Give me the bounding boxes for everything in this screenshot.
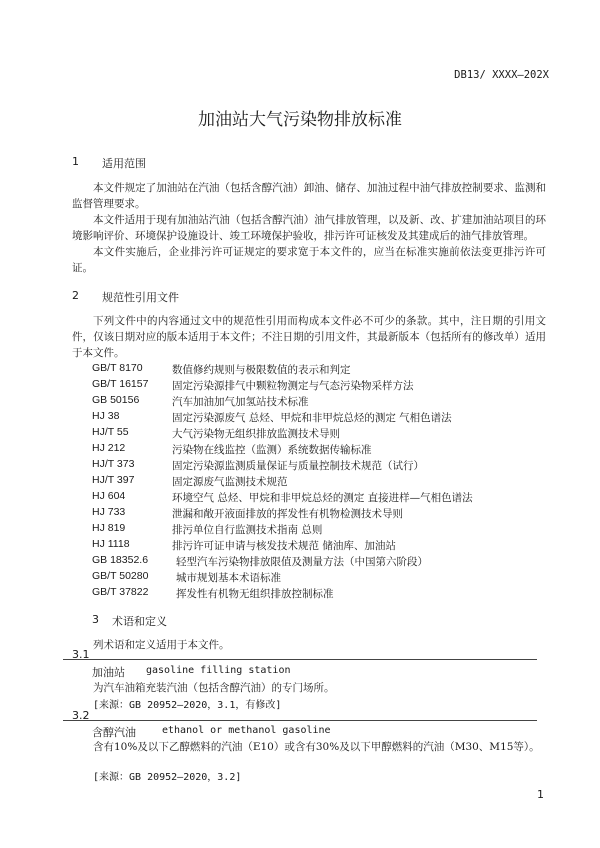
term-definition: 含有10%及以下乙醇燃料的汽油（E10）或含有30%及以下甲醇燃料的汽油（M30、M15等）。 [93, 741, 540, 753]
reference-title: 固定污染源监测质量保证与质量控制技术规范（试行） [172, 460, 424, 472]
page-number: 1 [537, 788, 544, 801]
reference-code: HJ 604 [92, 490, 126, 502]
section-1-paragraph-2: 本文件适用于现有加油站汽油（包括含醇汽油）油气排放管理，以及新、改、扩建加油站项目的环境影响评价、环境保护设施设计、竣工环境保护验收，排污许可证核发及其建成后的油气排放管理。 [72, 214, 546, 242]
reference-title: 大气污染物无组织排放监测技术导则 [172, 428, 340, 440]
term-english-name: ethanol or methanol gasoline [162, 725, 331, 736]
reference-title: 汽车加油加气加氢站技术标准 [172, 396, 309, 408]
reference-code: HJ 212 [92, 442, 126, 454]
reference-title: 污染物在线监控（监测）系统数据传输标准 [172, 444, 372, 456]
reference-code: HJ 733 [92, 506, 126, 518]
section-2-number: 2 [72, 289, 79, 302]
section-3-title: 术语和定义 [112, 615, 167, 628]
term-english-name: gasoline filling station [146, 665, 291, 676]
section-3-number: 3 [92, 613, 99, 626]
reference-title: 固定污染源废气 总烃、甲烷和非甲烷总烃的测定 气相色谱法 [172, 412, 452, 424]
section-1-paragraph-1: 本文件规定了加油站在汽油（包括含醇汽油）卸油、储存、加油过程中油气排放控制要求、监测和监督管理要求。 [72, 182, 546, 210]
reference-title: 排污许可证申请与核发技术规范 储油库、加油站 [172, 540, 396, 552]
reference-title: 挥发性有机物无组织排放控制标准 [176, 588, 334, 600]
reference-code: GB 18352.6 [92, 554, 149, 566]
reference-title: 泄漏和敞开液面排放的挥发性有机物检测技术导则 [172, 508, 403, 520]
reference-code: GB 50156 [92, 394, 140, 406]
reference-title: 固定污染源排气中颗粒物测定与气态污染物采样方法 [172, 380, 414, 392]
reference-code: HJ/T 397 [92, 474, 135, 486]
reference-title: 数值修约规则与极限数值的表示和判定 [172, 364, 351, 376]
reference-code: HJ/T 55 [92, 426, 129, 438]
term-divider [63, 720, 537, 721]
term-chinese-name: 含醇汽油 [92, 726, 136, 739]
document-code: DB13/ XXXX—202X [454, 69, 549, 81]
reference-code: HJ 1118 [92, 538, 130, 550]
reference-title: 排污单位自行监测技术指南 总则 [172, 524, 323, 536]
section-1-paragraph-3: 本文件实施后，企业排污许可证规定的要求宽于本文件的，应当在标准实施前依法变更排污许可证。 [72, 246, 546, 274]
term-number: 3.2 [72, 709, 90, 722]
section-1-number: 1 [72, 155, 79, 168]
section-2-intro: 下列文件中的内容通过文中的规范性引用而构成本文件必不可少的条款。其中，注日期的引用文件，仅该日期对应的版本适用于本文件；不注日期的引用文件，其最新版本（包括所有的修改单）适用于本文件。 [72, 315, 546, 359]
reference-title: 城市规划基本术语标准 [176, 572, 281, 584]
term-number: 3.1 [72, 648, 90, 661]
term-divider [63, 659, 537, 660]
reference-code: GB/T 37822 [92, 586, 149, 598]
reference-code: HJ/T 373 [92, 458, 135, 470]
reference-code: GB/T 16157 [92, 378, 149, 390]
term-definition: 为汽车油箱充装汽油（包括含醇汽油）的专门场所。 [93, 682, 335, 694]
section-1-title: 适用范围 [102, 157, 146, 170]
reference-code: HJ 38 [92, 410, 120, 422]
term-chinese-name: 加油站 [92, 666, 125, 679]
reference-code: GB/T 8170 [92, 362, 143, 374]
section-3-intro: 列术语和定义适用于本文件。 [93, 639, 230, 651]
reference-title: 固定源废气监测技术规范 [172, 476, 288, 488]
reference-code: HJ 819 [92, 522, 126, 534]
reference-code: GB/T 50280 [92, 570, 149, 582]
document-title: 加油站大气污染物排放标准 [198, 110, 402, 130]
reference-title: 轻型汽车污染物排放限值及测量方法（中国第六阶段） [176, 556, 428, 568]
reference-title: 环境空气 总烃、甲烷和非甲烷总烃的测定 直接进样—气相色谱法 [172, 492, 473, 504]
section-2-title: 规范性引用文件 [102, 291, 179, 304]
term-source: [来源：GB 20952—2020，3.1，有修改] [93, 700, 282, 711]
term-source: [来源：GB 20952—2020，3.2] [93, 772, 242, 783]
